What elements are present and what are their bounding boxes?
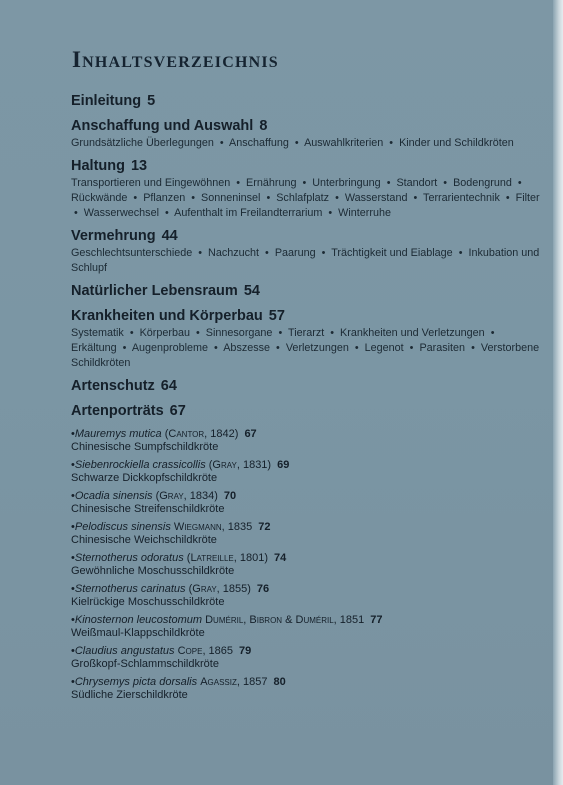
species-latin-name: Claudius angustatus (74, 645, 175, 657)
toc-chapter (71, 227, 541, 276)
subtopic: Verletzungen (285, 342, 349, 354)
chapter-title: Haltung (71, 158, 125, 174)
toc-chapter (71, 92, 541, 111)
bullet-separator: • (321, 247, 326, 259)
chapter-subtopics (71, 246, 541, 276)
chapter-heading (71, 157, 541, 176)
subtopic: Auswahlkriterien (304, 137, 384, 149)
subtopic: Anschaffung (229, 137, 289, 149)
subtopic: Filter (515, 192, 540, 204)
species-page-number: 69 (277, 459, 290, 471)
species-scientific-line (71, 427, 541, 441)
bullet-separator: • (443, 177, 448, 189)
bullet-separator: • (294, 137, 299, 149)
subtopic: Legenot (364, 342, 404, 354)
subtopic: Kinder und Schildkröten (399, 137, 514, 149)
species-common-name: Chinesische Sumpfschildkröte (71, 441, 219, 453)
chapter-heading (71, 307, 541, 326)
species-entry (71, 458, 541, 485)
bullet-icon: • (71, 614, 75, 626)
subtopic: Standort (396, 177, 438, 189)
species-entry (71, 613, 541, 640)
subtopic: Erkältung (71, 342, 117, 354)
species-latin-name: Kinosternon leucostomum (74, 614, 203, 626)
subtopic: Unterbringung (312, 177, 381, 189)
species-scientific-line (71, 520, 541, 534)
chapter-heading (71, 402, 541, 421)
species-author: Wiegmann, 1835 (173, 521, 253, 533)
species-entry (71, 489, 541, 516)
species-author: Cope, 1865 (177, 645, 234, 657)
species-scientific-line (71, 551, 541, 565)
species-latin-name: Mauremys mutica (74, 428, 162, 440)
subtopic: Ernährung (246, 177, 297, 189)
subtopic: Krankheiten und Verletzungen (340, 327, 485, 339)
chapter-heading (71, 227, 541, 246)
species-common-name: Südliche Zierschildkröte (71, 689, 188, 701)
species-scientific-line (71, 582, 541, 596)
bullet-separator: • (386, 177, 391, 189)
subtopic: Wasserwechsel (83, 207, 159, 219)
chapter-title: Vermehrung (71, 228, 156, 244)
toc-chapter (71, 157, 541, 221)
chapter-title: Einleitung (71, 93, 142, 109)
species-author: (Gray, 1834) (155, 490, 218, 502)
chapter-heading (71, 92, 541, 111)
bullet-separator: • (505, 192, 510, 204)
species-page-number: 70 (223, 490, 237, 502)
bullet-separator: • (236, 177, 241, 189)
species-latin-name: Siebenrockiella crassicollis (74, 459, 206, 471)
chapter-title: Artenporträts (71, 403, 164, 419)
chapter-page-number: 5 (147, 93, 156, 109)
bullet-separator: • (389, 137, 394, 149)
species-entry (71, 427, 541, 454)
bullet-icon: • (71, 459, 75, 471)
chapter-page-number: 57 (268, 308, 285, 324)
species-author: (Latreille, 1801) (186, 552, 269, 564)
subtopic: Geschlechtsunterschiede (71, 247, 193, 259)
chapter-title: Krankheiten und Körperbau (71, 308, 263, 324)
bullet-separator: • (409, 342, 414, 354)
bullet-separator: • (196, 327, 200, 339)
species-latin-name: Pelodiscus sinensis (74, 521, 171, 533)
subtopic: Abszesse (223, 342, 271, 354)
species-entry (71, 675, 541, 702)
table-of-contents (71, 92, 541, 706)
chapter-page-number: 13 (130, 158, 148, 174)
species-author: (Gray, 1855) (188, 583, 251, 595)
bullet-separator: • (302, 177, 307, 189)
species-entry (71, 644, 541, 671)
bullet-separator: • (276, 342, 280, 354)
species-page-number: 79 (239, 645, 252, 657)
chapter-page-number: 44 (161, 228, 178, 244)
toc-chapter (71, 117, 541, 151)
species-common-name: Großkopf-Schlammschildkröte (71, 658, 219, 670)
species-entry (71, 520, 541, 547)
page-edge (553, 0, 563, 785)
chapter-subtopics (71, 326, 541, 371)
subtopic: Grundsätzliche Überlegungen (71, 137, 214, 149)
subtopic: Parasiten (419, 342, 466, 354)
species-common-name: Chinesische Weichschildkröte (71, 534, 217, 546)
chapter-title: Anschaffung und Auswahl (71, 118, 254, 134)
species-page-number: 77 (370, 614, 383, 626)
bullet-separator: • (74, 207, 78, 219)
species-page-number: 80 (273, 676, 286, 688)
bullet-icon: • (71, 521, 75, 533)
chapter-heading (71, 282, 541, 301)
chapter-page-number: 8 (259, 118, 268, 134)
species-page-number: 76 (256, 583, 270, 595)
bullet-separator: • (354, 342, 359, 354)
bullet-separator: • (122, 342, 127, 354)
bullet-separator: • (266, 192, 271, 204)
chapter-heading (71, 377, 541, 396)
bullet-separator: • (471, 342, 475, 354)
bullet-icon: • (71, 645, 75, 657)
bullet-icon: • (71, 490, 75, 502)
subtopic: Sinnesorgane (205, 327, 273, 339)
bullet-separator: • (265, 247, 269, 259)
chapter-subtopics (71, 176, 541, 221)
bullet-separator: • (335, 192, 339, 204)
bullet-icon: • (71, 583, 75, 595)
bullet-separator: • (517, 177, 522, 189)
subtopic: Wasserstand (344, 192, 408, 204)
species-scientific-line (71, 675, 541, 689)
species-scientific-line (71, 613, 541, 627)
species-page-number: 72 (258, 521, 271, 533)
species-scientific-line (71, 489, 541, 503)
bullet-icon: • (71, 676, 75, 688)
bullet-separator: • (129, 327, 134, 339)
subtopic: Pflanzen (143, 192, 186, 204)
species-scientific-line (71, 644, 541, 658)
bullet-separator: • (278, 327, 283, 339)
subtopic: Paarung (274, 247, 316, 259)
species-latin-name: Sternotherus odoratus (74, 552, 184, 564)
subtopic: Augenprobleme (131, 342, 209, 354)
species-common-name: Gewöhnliche Moschusschildkröte (71, 565, 235, 577)
species-page-number: 67 (244, 428, 257, 440)
chapter-title: Natürlicher Lebensraum (71, 283, 238, 299)
subtopic: Bodengrund (453, 177, 512, 189)
chapter-page-number: 54 (243, 283, 260, 299)
subtopic: Verstorbene Schildkröten (71, 342, 540, 369)
subtopic: Schlafplatz (276, 192, 330, 204)
bullet-separator: • (164, 207, 169, 219)
subtopic: Tierarzt (288, 327, 325, 339)
bullet-separator: • (330, 327, 335, 339)
bullet-separator: • (219, 137, 224, 149)
bullet-separator: • (133, 192, 138, 204)
subtopic: Sonneninsel (201, 192, 261, 204)
species-author: (Cantor, 1842) (164, 428, 239, 440)
species-scientific-line (71, 458, 541, 472)
species-author: (Gray, 1831) (208, 459, 272, 471)
toc-chapter (71, 282, 541, 301)
species-common-name: Weißmaul-Klappschildkröte (71, 627, 205, 639)
toc-chapter (71, 402, 541, 421)
chapter-page-number: 64 (160, 378, 177, 394)
subtopic: Nachzucht (208, 247, 260, 259)
bullet-separator: • (413, 192, 418, 204)
subtopic: Inkubation und Schlupf (71, 247, 540, 274)
subtopic: Systematik (71, 327, 124, 339)
chapter-subtopics (71, 136, 541, 151)
species-latin-name: Chrysemys picta dorsalis (74, 676, 198, 688)
page-title: Inhaltsverzeichnis (72, 47, 279, 72)
species-entry (71, 582, 541, 609)
subtopic: Terrarientechnik (423, 192, 500, 204)
bullet-separator: • (490, 327, 495, 339)
subtopic: Aufenthalt im Freilandterrarium (174, 207, 323, 219)
chapter-heading (71, 117, 541, 136)
species-author: Agassiz, 1857 (200, 676, 268, 688)
chapter-page-number: 67 (169, 403, 186, 419)
species-author: Duméril, Bibron & Duméril, 1851 (205, 614, 365, 626)
species-page-number: 74 (274, 552, 287, 564)
subtopic: Rückwände (71, 192, 128, 204)
species-latin-name: Ocadia sinensis (74, 490, 153, 502)
species-latin-name: Sternotherus carinatus (74, 583, 186, 595)
bullet-separator: • (214, 342, 218, 354)
bullet-separator: • (328, 207, 333, 219)
subtopic: Körperbau (139, 327, 191, 339)
bullet-separator: • (191, 192, 196, 204)
bullet-separator: • (198, 247, 203, 259)
toc-chapter (71, 377, 541, 396)
toc-chapter (71, 307, 541, 371)
species-entry (71, 551, 541, 578)
bullet-icon: • (71, 428, 75, 440)
bullet-separator: • (458, 247, 463, 259)
species-common-name: Schwarze Dickkopfschildkröte (71, 472, 218, 484)
species-common-name: Chinesische Streifenschildkröte (71, 503, 225, 515)
subtopic: Transportieren und Eingewöhnen (71, 177, 231, 189)
bullet-icon: • (71, 552, 75, 564)
species-common-name: Kielrückige Moschusschildkröte (71, 596, 225, 608)
chapter-title: Artenschutz (71, 378, 155, 394)
subtopic: Trächtigkeit und Eiablage (331, 247, 453, 259)
subtopic: Winterruhe (338, 207, 391, 219)
